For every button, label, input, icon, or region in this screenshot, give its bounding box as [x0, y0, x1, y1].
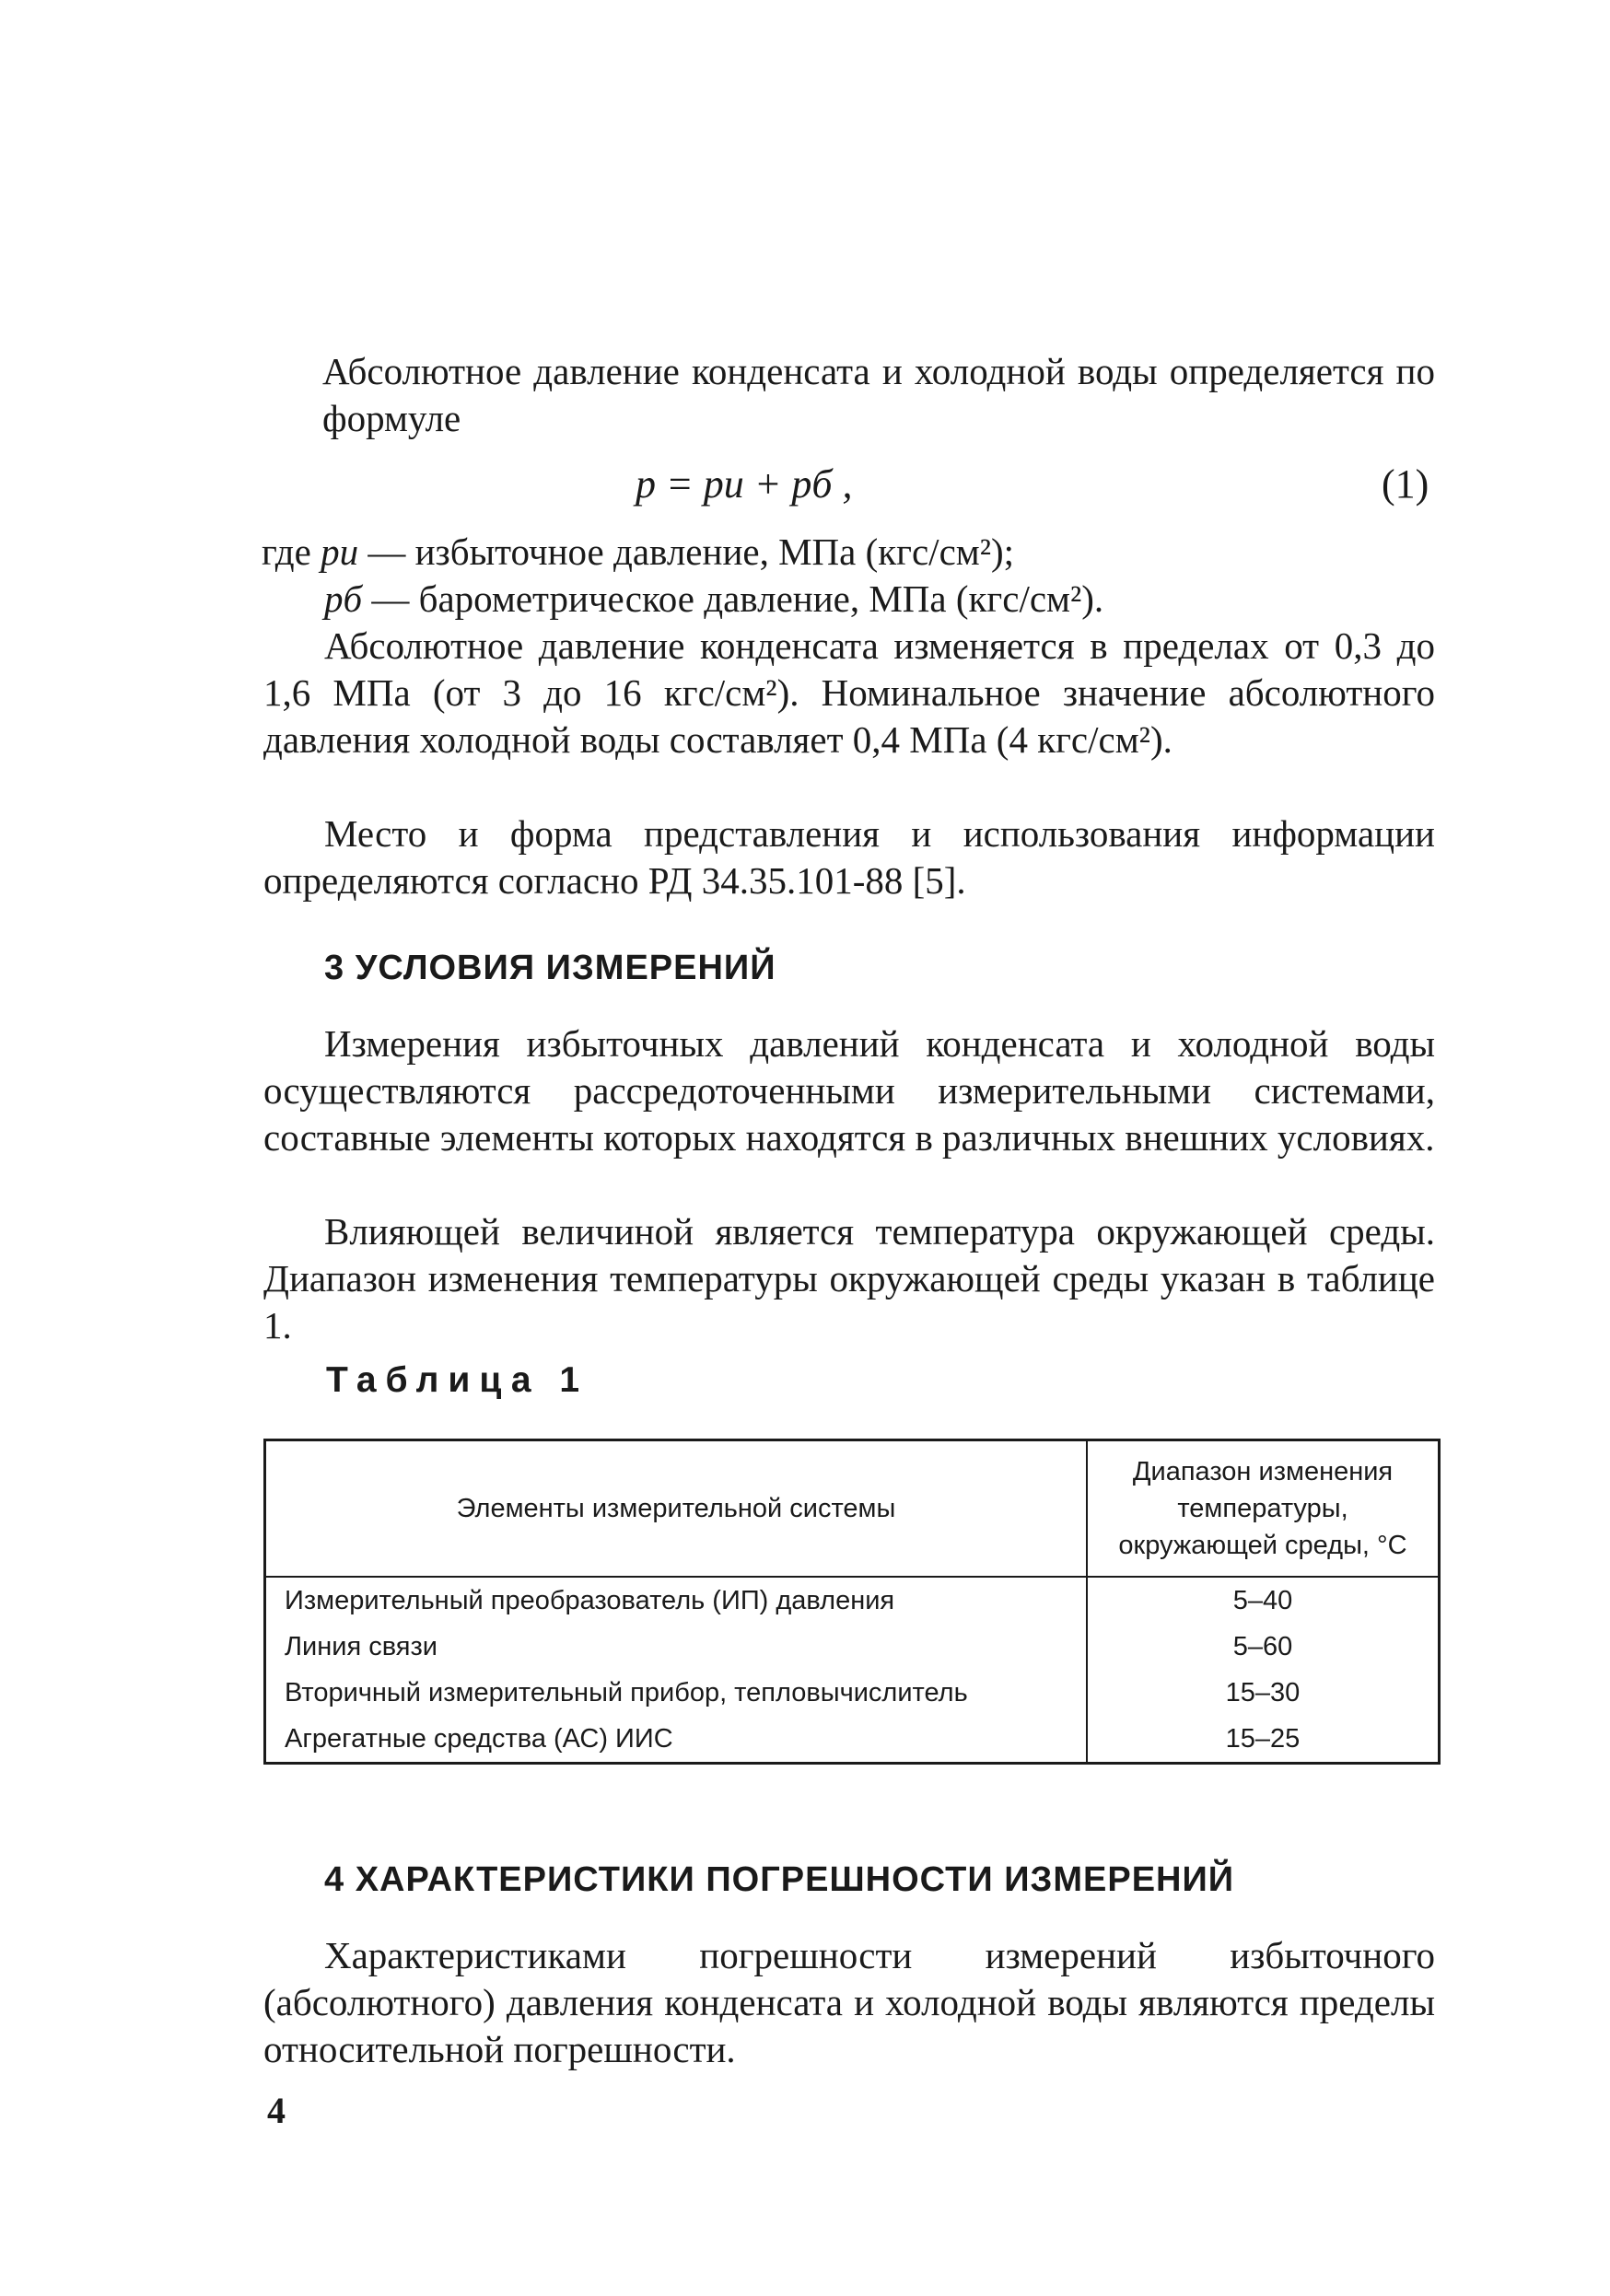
table-row [265, 1670, 1440, 1716]
table-cell-element: Измерительный преобразователь (ИП) давления [265, 1577, 1088, 1624]
table-caption: Таблица 1 [326, 1360, 589, 1400]
table-header-range [1087, 1440, 1440, 1578]
where-line-2 [324, 576, 1103, 623]
table-cell-element: Линия связи [265, 1624, 1088, 1670]
table-row [265, 1577, 1440, 1624]
where-desc-2: — барометрическое давление, МПа (кгс/см²). [371, 577, 1104, 620]
symbol-p-i: pи [321, 530, 359, 573]
table-header-elements: Элементы измерительной системы [265, 1440, 1088, 1578]
section-3-heading: 3 УСЛОВИЯ ИЗМЕРЕНИЙ [324, 949, 776, 987]
section-3-paragraph-1: Измерения избыточных давлений конденсата и холодной воды осуществляются рассредоточенными измерительными системами, составные элементы которых находятся в различных внешних условиях. [263, 1022, 1435, 1159]
table-row [265, 1716, 1440, 1764]
section-3-paragraph-2: Влияющей величиной является температура окружающей среды. Диапазон изменения температуры окружающей среды указан в таблице 1. [263, 1210, 1435, 1346]
table-header-range-text: Диапазон изменения температуры, окружающей среды, °С [1118, 1457, 1407, 1560]
where-prefix: где [262, 530, 311, 573]
intro-text: Абсолютное давление конденсата и холодной воды определяется по формуле [322, 350, 1435, 439]
table-1 [263, 1439, 1441, 1765]
table-cell-range: 5–60 [1087, 1624, 1440, 1670]
table-cell-range: 15–25 [1087, 1716, 1440, 1764]
range-paragraph: Абсолютное давление конденсата изменяется в пределах от 0,3 до 1,6 МПа (от 3 до 16 кгс/см²). Номинальное значение абсолютного давления холодной воды составляет 0,4 МПа (4 кгс/см²). [263, 624, 1435, 761]
table-header-row [265, 1440, 1440, 1578]
formula-expression: p = pи + pб , [636, 461, 853, 507]
where-desc-1: — избыточное давление, МПа (кгс/см²); [368, 530, 1015, 573]
table-row [265, 1624, 1440, 1670]
intro-paragraph [322, 348, 1435, 442]
section-4-heading: 4 ХАРАКТЕРИСТИКИ ПОГРЕШНОСТИ ИЗМЕРЕНИЙ [324, 1860, 1235, 1899]
formula-number: (1) [1382, 461, 1429, 507]
page-number: 4 [267, 2090, 286, 2131]
section-4-paragraph-1: Характеристиками погрешности измерений избыточного (абсолютного) давления конденсата и холодной воды являются пределы относительной погрешности. [263, 1934, 1435, 2070]
formula-line [0, 460, 1610, 516]
table-cell-element: Агрегатные средства (АС) ИИС [265, 1716, 1088, 1764]
table-cell-element: Вторичный измерительный прибор, тепловычислитель [265, 1670, 1088, 1716]
symbol-p-b: pб [324, 577, 363, 620]
table-cell-range: 5–40 [1087, 1577, 1440, 1624]
table-cell-range: 15–30 [1087, 1670, 1440, 1716]
place-paragraph: Место и форма представления и использования информации определяются согласно РД 34.35.101-88 [5]. [263, 812, 1435, 902]
where-line-1 [262, 529, 1014, 576]
